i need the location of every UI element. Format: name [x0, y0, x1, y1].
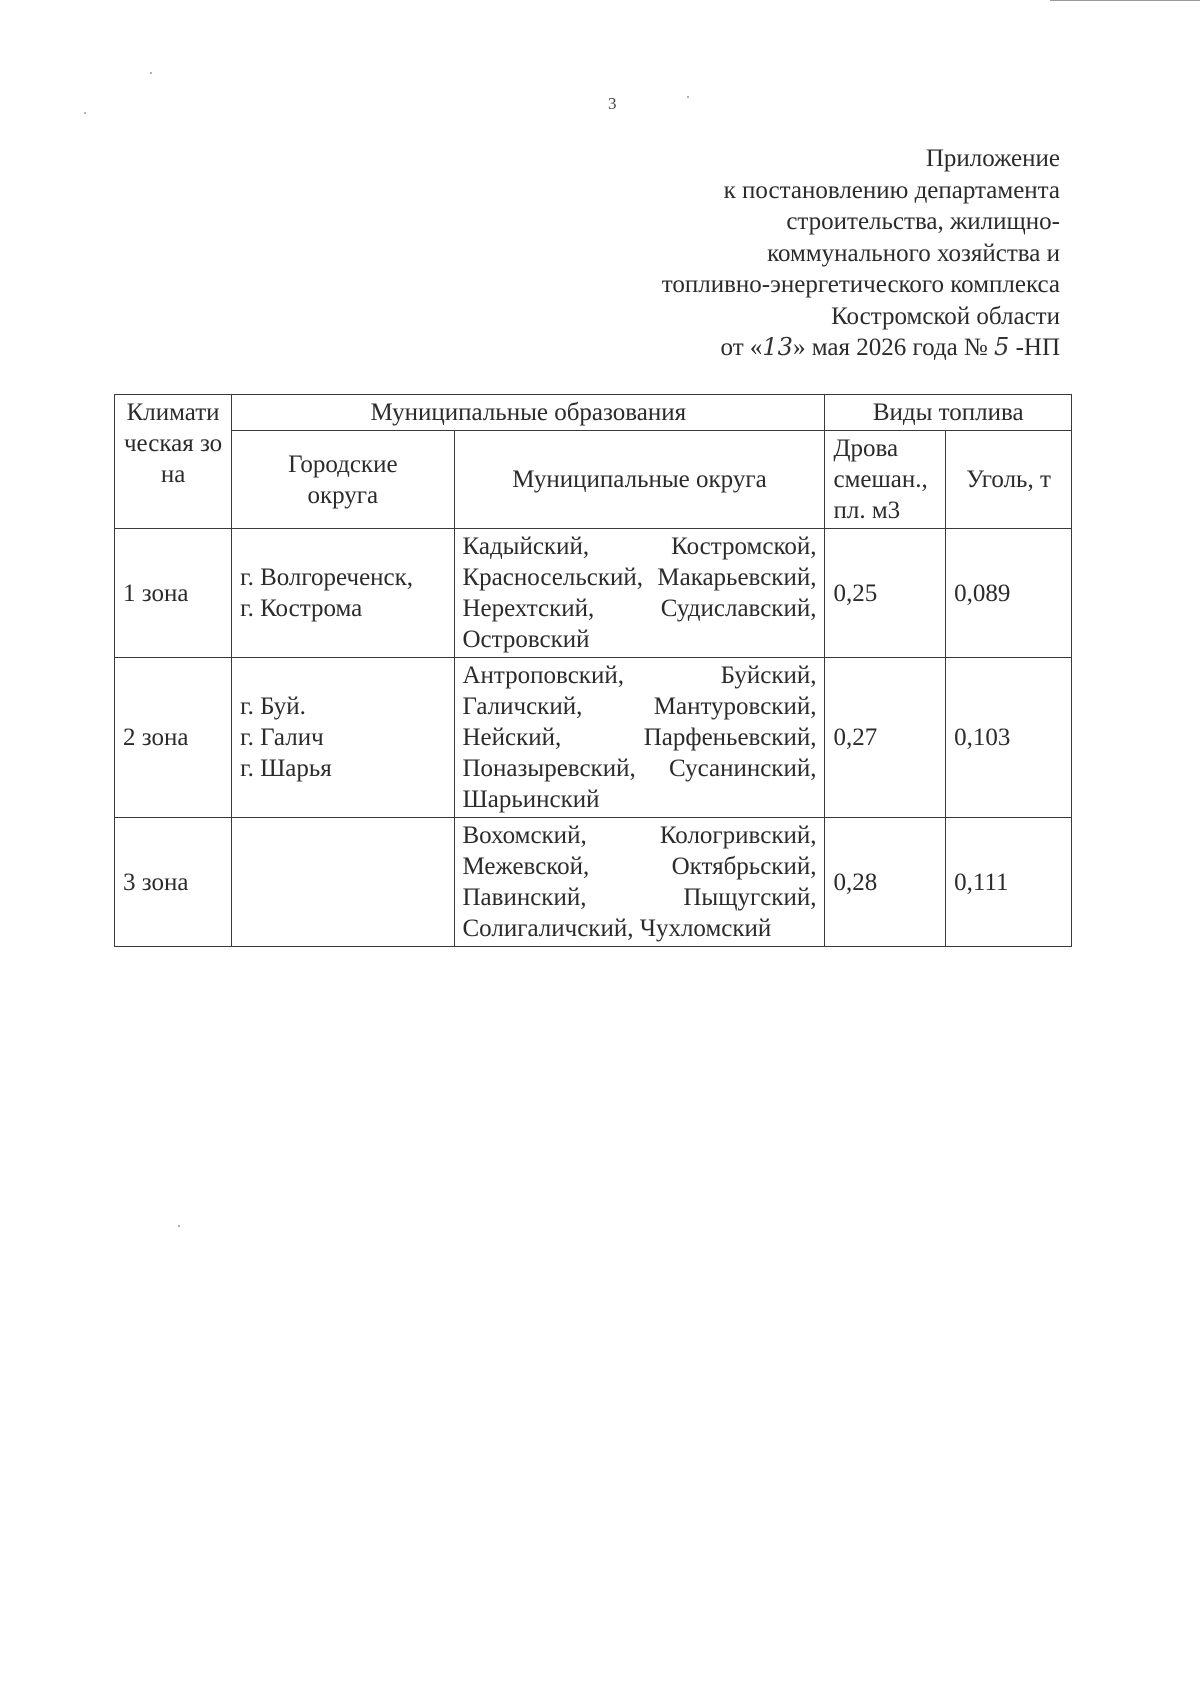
firewood-value: 0,25 [825, 529, 946, 658]
header-line: коммунального хозяйства и [767, 239, 1060, 267]
header-line: Костромской области [831, 302, 1060, 330]
document-date-line [662, 332, 1060, 364]
municipal-districts-cell: Вохомский, Кологривский, Межевской, Октябрьский, Павинский, Пыщугский, Солигаличский, Чухломский [454, 818, 825, 947]
header-coal: Уголь, т [946, 431, 1072, 529]
table-header-row [115, 395, 1072, 431]
climate-zone-table [114, 394, 1072, 947]
scan-speck [84, 112, 86, 114]
table-row [115, 818, 1072, 947]
municipal-districts-cell: Кадыйский, Костромской, Красносельский, Макарьевский, Нерехтский, Судиславский, Островский [454, 529, 825, 658]
header-climate-zone: Климатическая зона [115, 395, 232, 529]
header-municipal-entities: Муниципальные образования [232, 395, 825, 431]
city-name: г. Галич [240, 724, 324, 751]
city-name: г. Буй. [240, 693, 306, 720]
header-fuel-types: Виды топлива [825, 395, 1072, 431]
header-line: Приложение [925, 145, 1060, 172]
table-row [115, 529, 1072, 658]
scan-speck [178, 1225, 180, 1227]
handwritten-day: 13 [762, 333, 793, 361]
header-city-districts: Городские округа [232, 431, 454, 529]
date-middle: » мая 2026 года № [792, 334, 995, 361]
city-districts-cell [232, 529, 454, 658]
coal-value: 0,103 [946, 658, 1072, 818]
date-prefix: от « [720, 334, 763, 361]
scan-speck [150, 72, 152, 74]
zone-cell: 1 зона [115, 529, 232, 658]
header-firewood: Дрова смешан., пл. м3 [825, 431, 946, 529]
date-suffix: -НП [1009, 334, 1060, 361]
city-name: г. Кострома [240, 595, 363, 622]
header-line: топливно-энергетического комплекса [661, 271, 1060, 298]
header-municipal-districts: Муниципальные округа [454, 431, 825, 529]
table-row [115, 658, 1072, 818]
city-name: г. Шарья [240, 755, 332, 782]
city-name: г. Волгореченск, [240, 564, 414, 591]
firewood-value: 0,27 [825, 658, 946, 818]
municipal-districts-cell: Антроповский, Буйский, Галичский, Мантуровский, Нейский, Парфеньевский, Поназыревский, Сусанинский, Шарьинский [454, 658, 825, 818]
city-districts-cell [232, 658, 454, 818]
page-number: 3 [608, 94, 617, 113]
coal-value: 0,111 [946, 818, 1072, 947]
firewood-value: 0,28 [825, 818, 946, 947]
header-line: строительства, жилищно- [786, 208, 1060, 235]
zone-cell: 3 зона [115, 818, 232, 947]
zone-cell: 2 зона [115, 658, 232, 818]
scan-speck [687, 96, 689, 98]
header-line: к постановлению департамента [723, 176, 1060, 204]
table-subheader-row [115, 431, 1072, 529]
handwritten-number: 5 [994, 333, 1010, 361]
appendix-header [662, 143, 1060, 364]
city-districts-cell [232, 818, 454, 947]
coal-value: 0,089 [946, 529, 1072, 658]
scan-edge-mark [1050, 0, 1200, 1]
